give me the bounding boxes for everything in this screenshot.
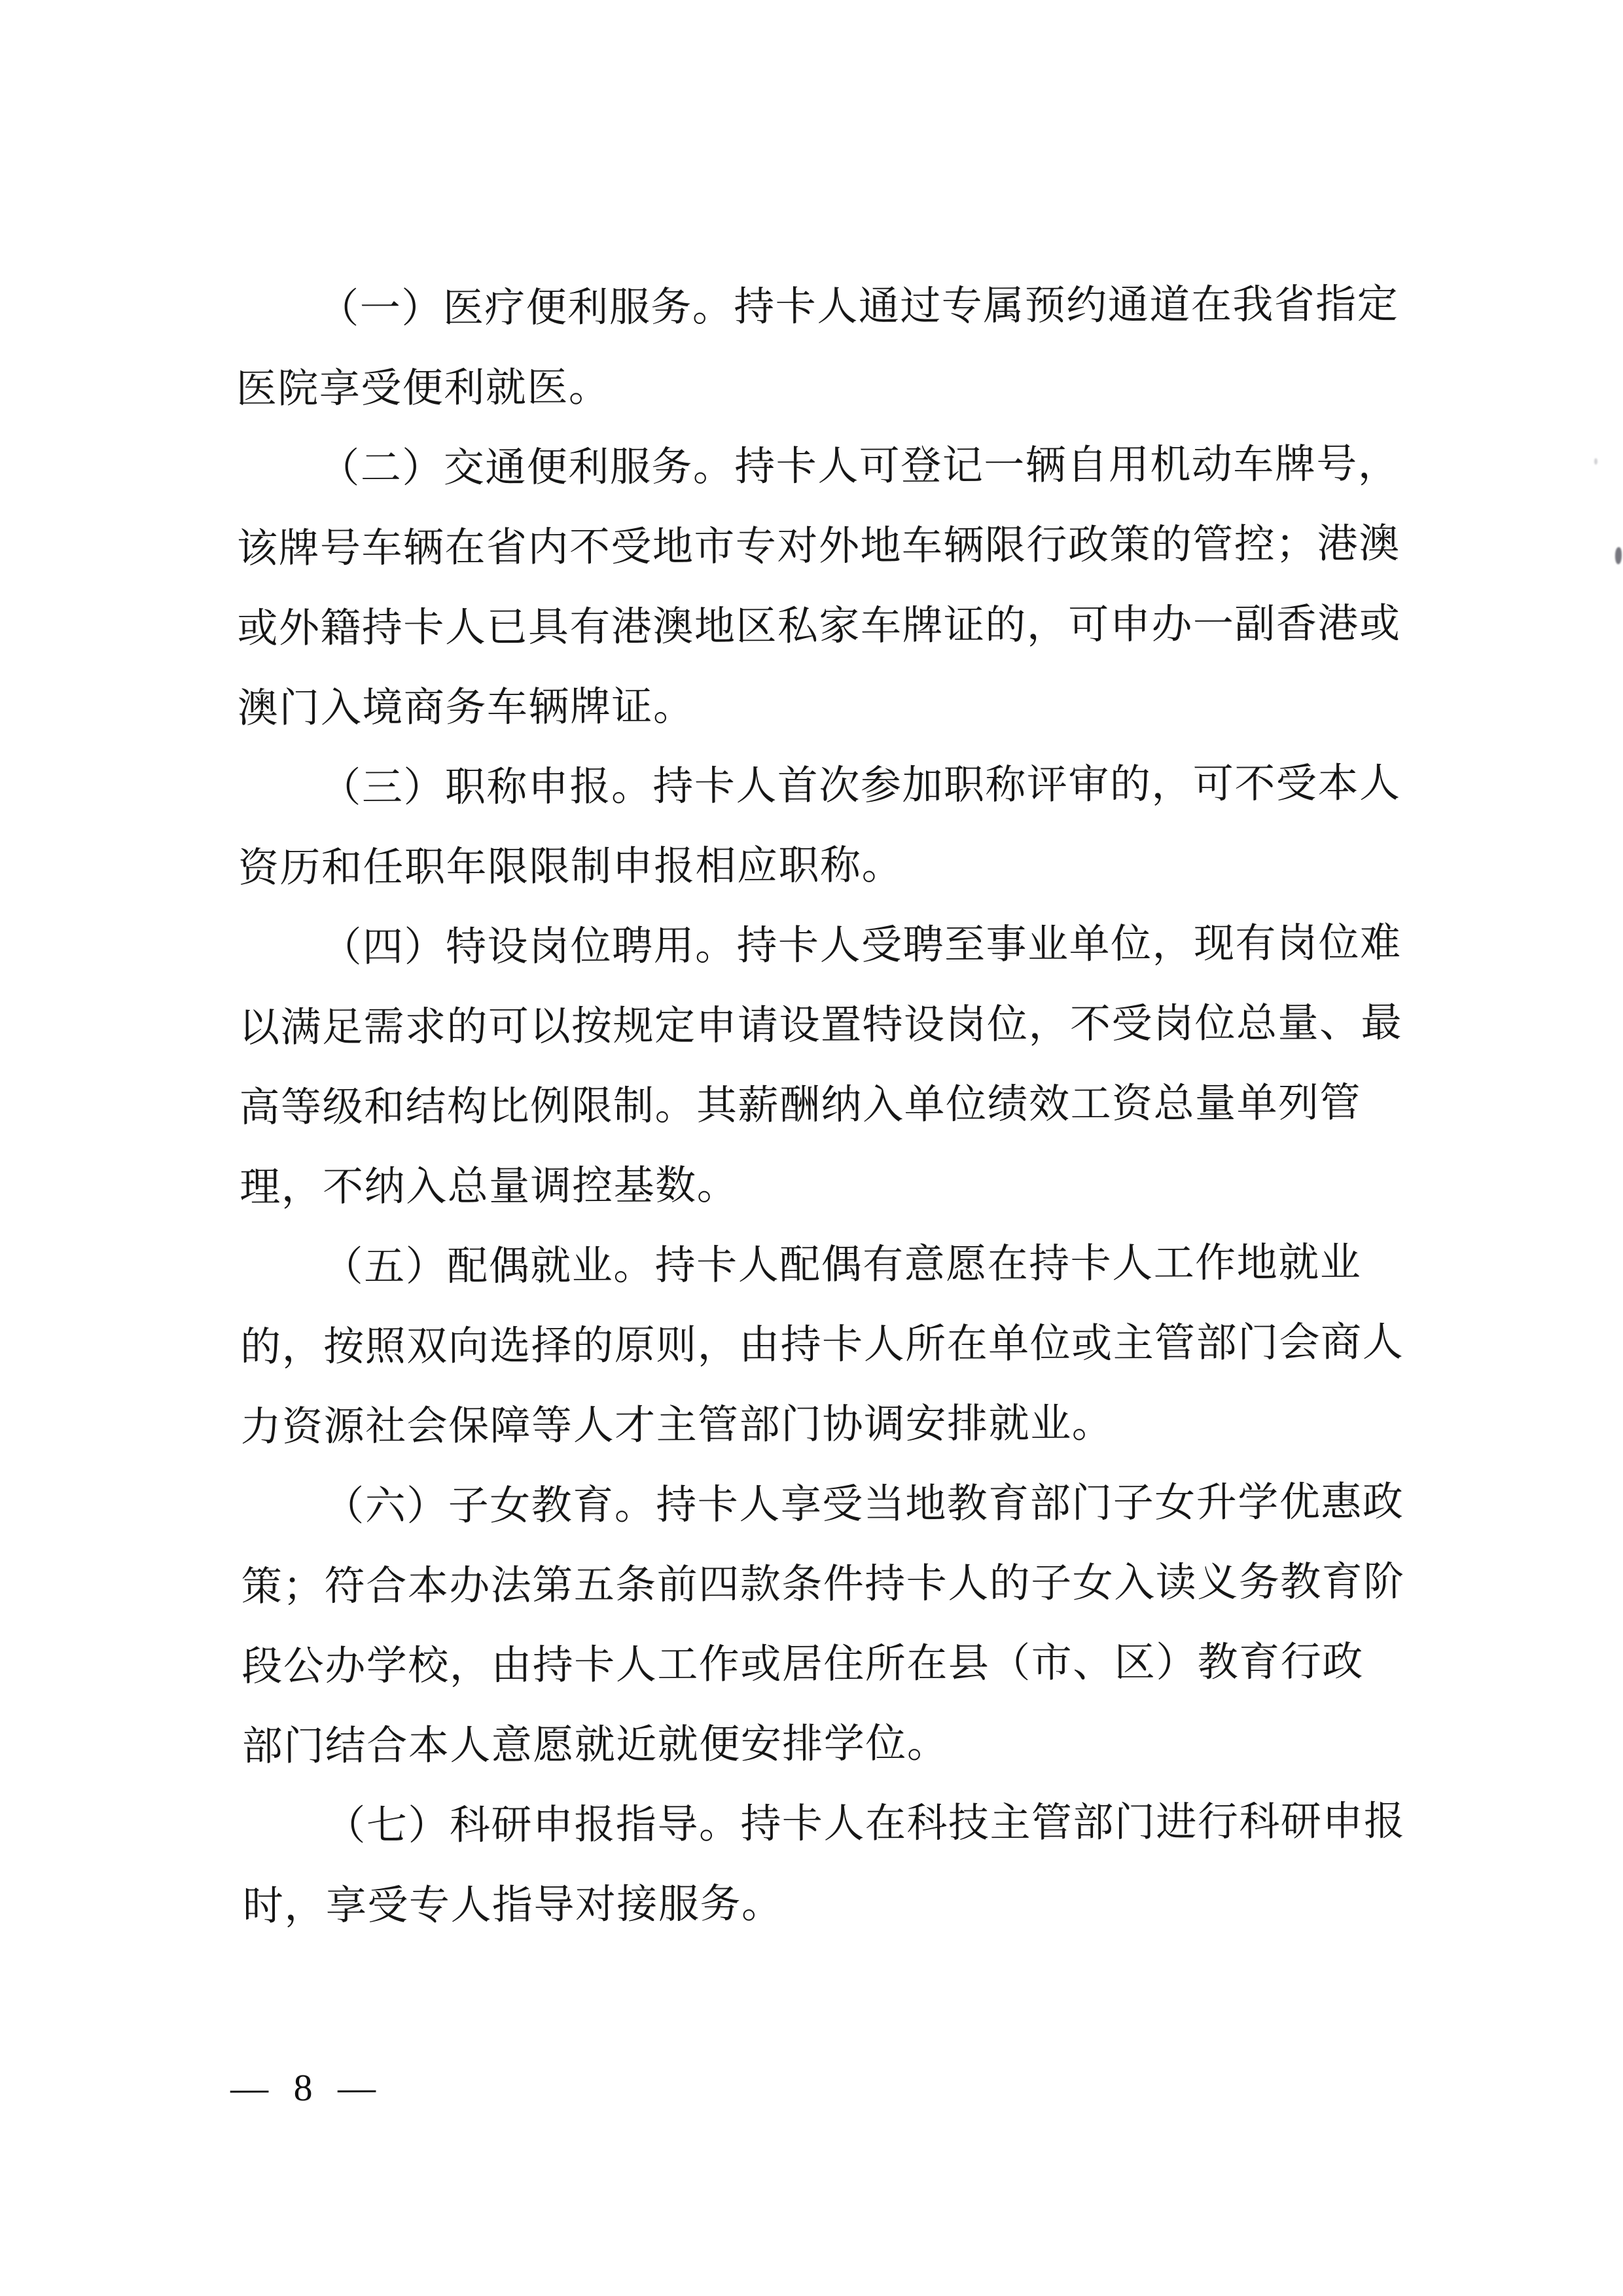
paragraph-line: （四）特设岗位聘用。持卡人受聘至事业单位，现有岗位难 [321,921,1402,971]
document-paragraph [238,903,1411,1228]
paragraph-line: 资历和任职年限限制申报相应职称。 [238,843,904,891]
paragraph-line: 策；符合本办法第五条前四款条件持卡人的子女入读义务教育阶 [241,1560,1405,1609]
paragraph-line: （一）医疗便利服务。持卡人通过专属预约通道在我省指定 [318,282,1399,332]
document-paragraph [238,744,1410,908]
document-paragraph [242,1782,1414,1946]
paragraph-line: 该牌号车辆在省内不受地市专对外地车辆限行政策的管控；港澳 [236,522,1401,571]
paragraph-line: 段公办学校，由持卡人工作或居住所在县（市、区）教育行政 [241,1640,1364,1689]
paragraph-line: （五）配偶就业。持卡人配偶有意愿在持卡人工作地就业 [322,1240,1362,1290]
paragraph-line: （二）交通便利服务。持卡人可登记一辆自用机动车牌号， [319,442,1400,492]
document-paragraph [236,264,1408,429]
paragraph-line: （六）子女教育。持卡人享受当地教育部门子女升学优惠政 [323,1480,1404,1530]
paragraph-line: （三）职称申报。持卡人首次参加职称评审的，可不受本人 [320,761,1401,811]
paragraph-line: 部门结合本人意愿就近就便安排学位。 [241,1721,949,1769]
paragraph-line: 以满足需求的可以按规定申请设置特设岗位，不受岗位总量、最 [238,1001,1403,1050]
scan-artifact [1615,547,1622,564]
page-number: — 8 — [230,2066,384,2109]
paragraph-line: （七）科研申报指导。持卡人在科技主管部门进行科研申报 [325,1799,1406,1849]
scan-speck [1594,458,1597,465]
paragraph-line: 澳门入境商务车辆牌证。 [237,684,695,731]
paragraph-line: 医院享受便利就医。 [236,365,611,412]
paragraph-line: 高等级和结构比例限制。其薪酬纳入单位绩效工资总量单列管 [239,1081,1362,1130]
document-paragraph [240,1223,1412,1467]
document-paragraph [241,1462,1414,1787]
document-paragraph [236,424,1409,749]
paragraph-line: 力资源社会保障等人才主管部门协调安排就业。 [240,1401,1114,1450]
paragraph-line: 理，不纳入总量调控基数。 [239,1163,739,1210]
document-body [236,264,1414,1946]
paragraph-line: 的，按照双向选择的原则，由持卡人所在单位或主管部门会商人 [240,1320,1404,1370]
paragraph-line: 时，享受专人指导对接服务。 [242,1882,783,1929]
paragraph-line: 或外籍持卡人已具有港澳地区私家车牌证的，可申办一副香港或 [237,601,1401,651]
